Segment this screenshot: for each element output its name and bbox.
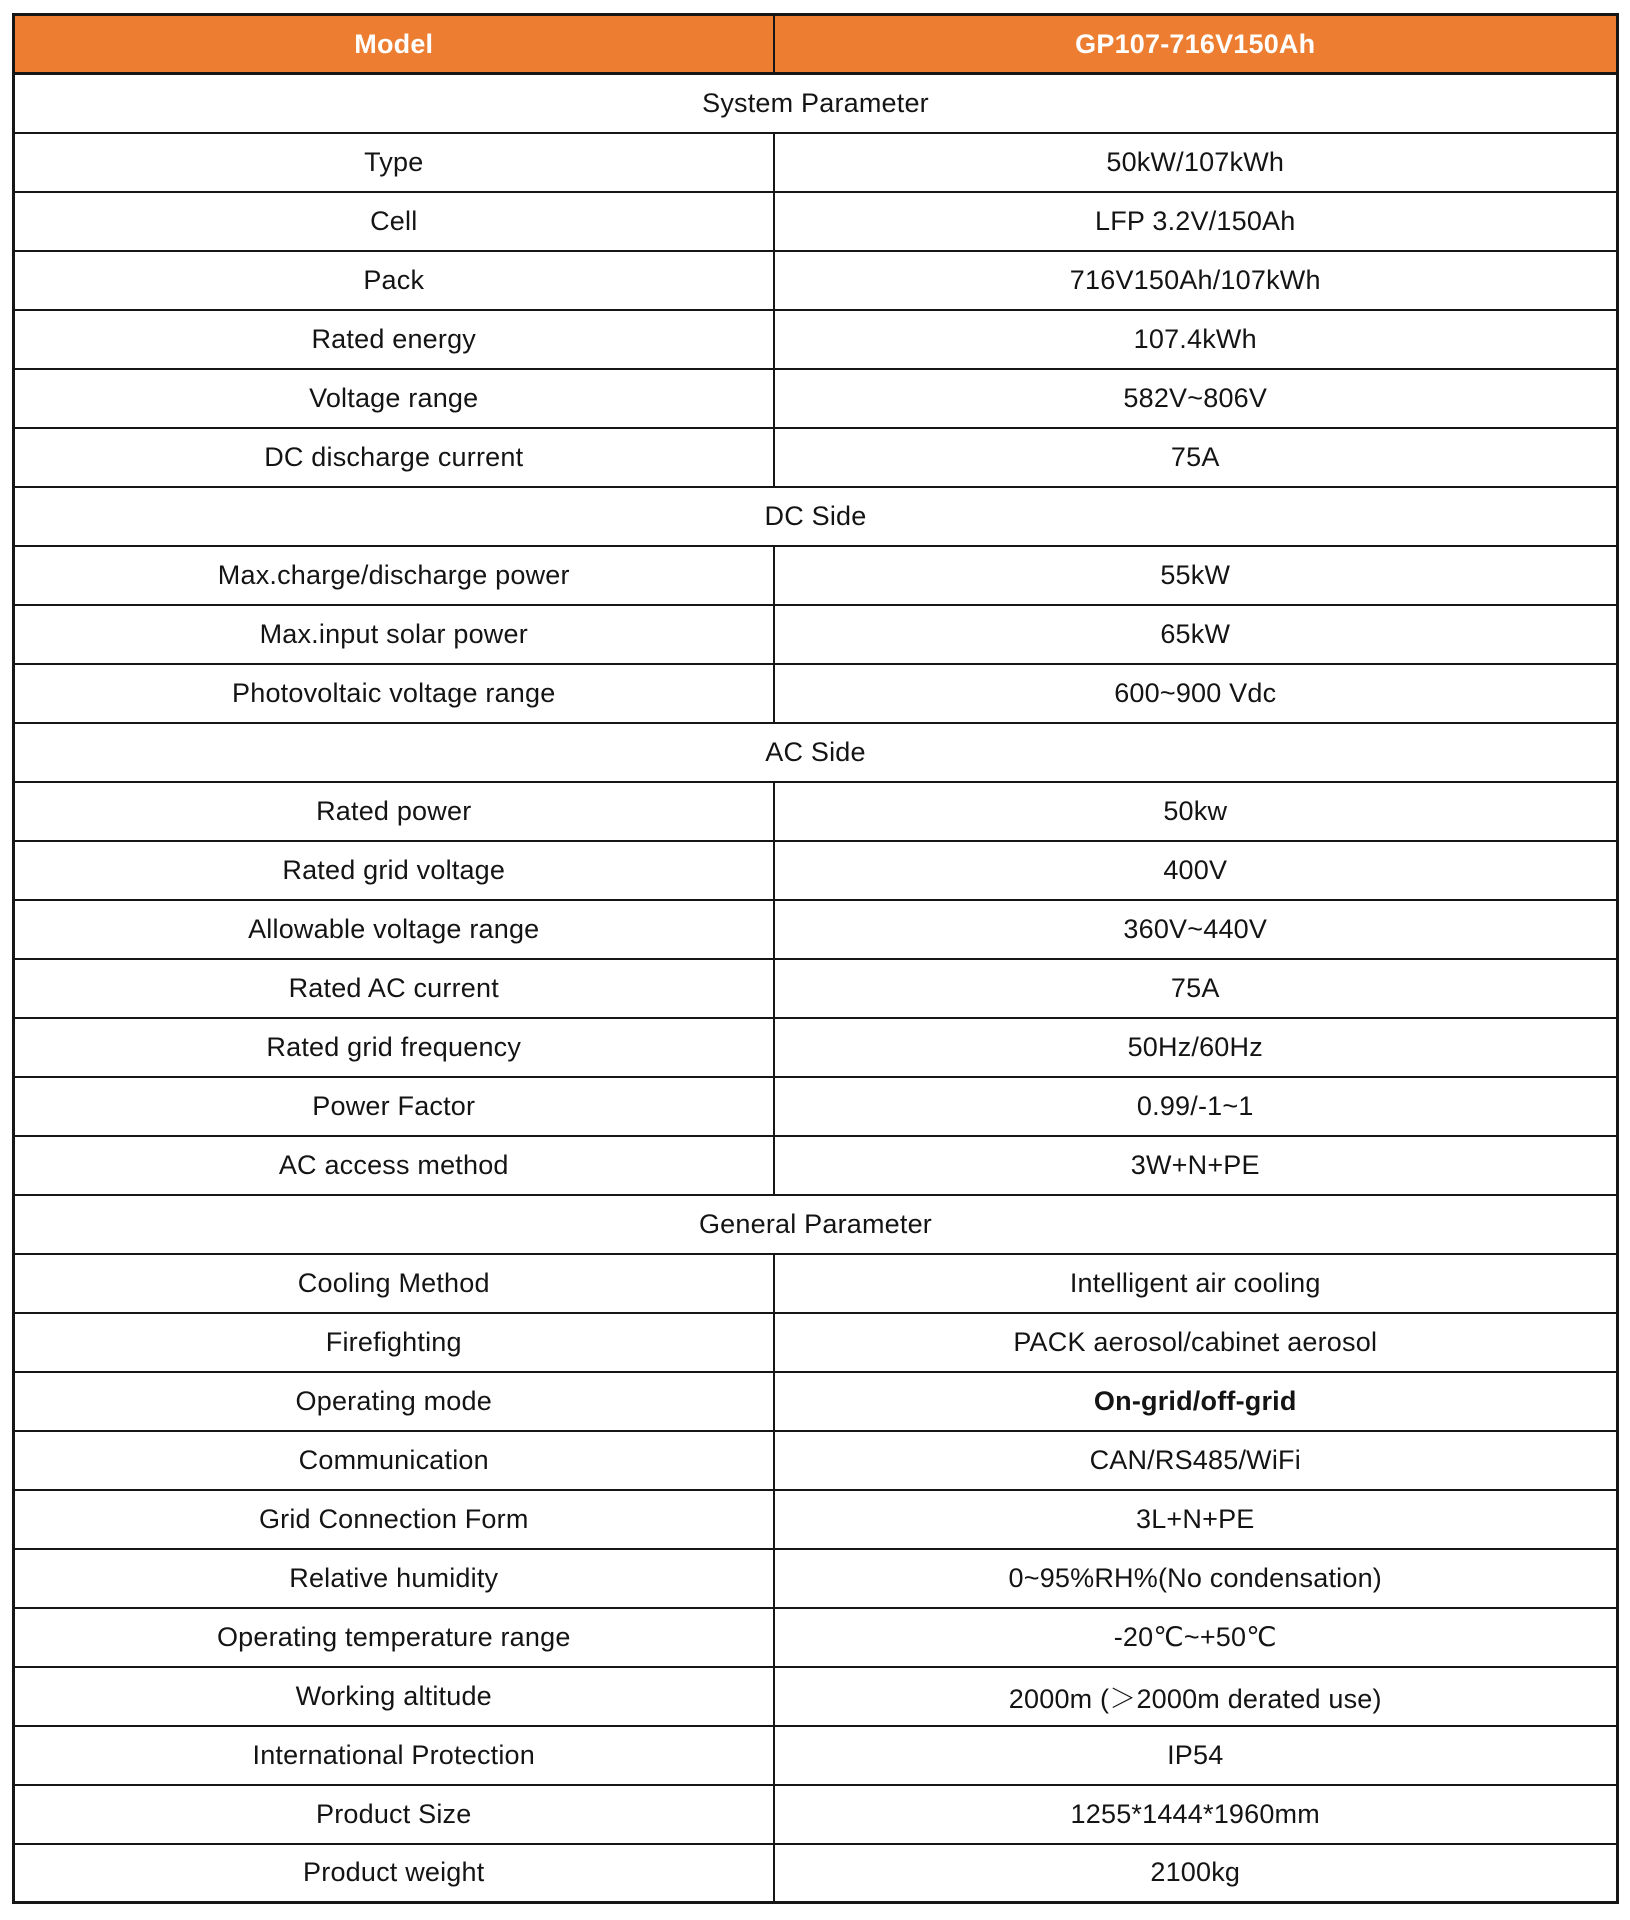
param-name: Rated energy [14,310,774,369]
param-name: Power Factor [14,1077,774,1136]
spec-row [14,192,1618,251]
param-value: 600~900 Vdc [774,664,1618,723]
spec-row [14,959,1618,1018]
param-value: 50kW/107kWh [774,133,1618,192]
param-name: Cooling Method [14,1254,774,1313]
spec-row [14,133,1618,192]
param-value: IP54 [774,1726,1618,1785]
spec-row [14,251,1618,310]
spec-row [14,664,1618,723]
param-name: Type [14,133,774,192]
spec-row [14,900,1618,959]
spec-row [14,782,1618,841]
param-name: DC discharge current [14,428,774,487]
param-name: Rated AC current [14,959,774,1018]
spec-row [14,1313,1618,1372]
param-value: -20℃~+50℃ [774,1608,1618,1667]
spec-row [14,1372,1618,1431]
param-value: 75A [774,959,1618,1018]
spec-table-body [14,74,1618,1903]
param-name: Grid Connection Form [14,1490,774,1549]
param-value: 65kW [774,605,1618,664]
model-value: GP107-716V150Ah [774,15,1618,74]
spec-row [14,1785,1618,1844]
spec-table [12,13,1619,1904]
param-value: 0~95%RH%(No condensation) [774,1549,1618,1608]
section-row [14,74,1618,133]
spec-row [14,1667,1618,1726]
spec-row [14,1726,1618,1785]
param-value: 582V~806V [774,369,1618,428]
section-title: DC Side [14,487,1618,546]
param-value: 50kw [774,782,1618,841]
param-value: 55kW [774,546,1618,605]
param-name: Allowable voltage range [14,900,774,959]
param-value: 3L+N+PE [774,1490,1618,1549]
param-name: International Protection [14,1726,774,1785]
param-name: Max.input solar power [14,605,774,664]
param-value: PACK aerosol/cabinet aerosol [774,1313,1618,1372]
param-name: Firefighting [14,1313,774,1372]
param-value: 107.4kWh [774,310,1618,369]
param-value: 50Hz/60Hz [774,1018,1618,1077]
spec-row [14,428,1618,487]
spec-row [14,1490,1618,1549]
param-value: 2100kg [774,1844,1618,1903]
section-title: AC Side [14,723,1618,782]
param-name: Product Size [14,1785,774,1844]
model-label: Model [14,15,774,74]
param-name: Rated grid voltage [14,841,774,900]
param-value: CAN/RS485/WiFi [774,1431,1618,1490]
param-value: 0.99/-1~1 [774,1077,1618,1136]
param-value: LFP 3.2V/150Ah [774,192,1618,251]
spec-row [14,1077,1618,1136]
param-value: 2000m (＞2000m derated use) [774,1667,1618,1726]
spec-row [14,546,1618,605]
param-value: 716V150Ah/107kWh [774,251,1618,310]
param-name: Product weight [14,1844,774,1903]
section-title: System Parameter [14,74,1618,133]
section-row [14,1195,1618,1254]
param-value: 360V~440V [774,900,1618,959]
section-row [14,487,1618,546]
param-value: 75A [774,428,1618,487]
spec-row [14,1254,1618,1313]
section-title: General Parameter [14,1195,1618,1254]
param-name: Voltage range [14,369,774,428]
param-value: 1255*1444*1960mm [774,1785,1618,1844]
spec-row [14,1844,1618,1903]
spec-row [14,841,1618,900]
param-name: AC access method [14,1136,774,1195]
spec-row [14,1431,1618,1490]
param-name: Rated grid frequency [14,1018,774,1077]
param-value: Intelligent air cooling [774,1254,1618,1313]
spec-row [14,1018,1618,1077]
param-name: Max.charge/discharge power [14,546,774,605]
param-value: 3W+N+PE [774,1136,1618,1195]
param-name: Operating temperature range [14,1608,774,1667]
param-value: 400V [774,841,1618,900]
spec-row [14,1136,1618,1195]
spec-row [14,310,1618,369]
param-name: Rated power [14,782,774,841]
param-name: Communication [14,1431,774,1490]
model-header-row [14,15,1618,74]
spec-row [14,1549,1618,1608]
spec-row [14,1608,1618,1667]
param-name: Working altitude [14,1667,774,1726]
param-name: Photovoltaic voltage range [14,664,774,723]
spec-row [14,605,1618,664]
section-row [14,723,1618,782]
param-value: On-grid/off-grid [774,1372,1618,1431]
param-name: Operating mode [14,1372,774,1431]
param-name: Cell [14,192,774,251]
spec-row [14,369,1618,428]
param-name: Relative humidity [14,1549,774,1608]
param-name: Pack [14,251,774,310]
